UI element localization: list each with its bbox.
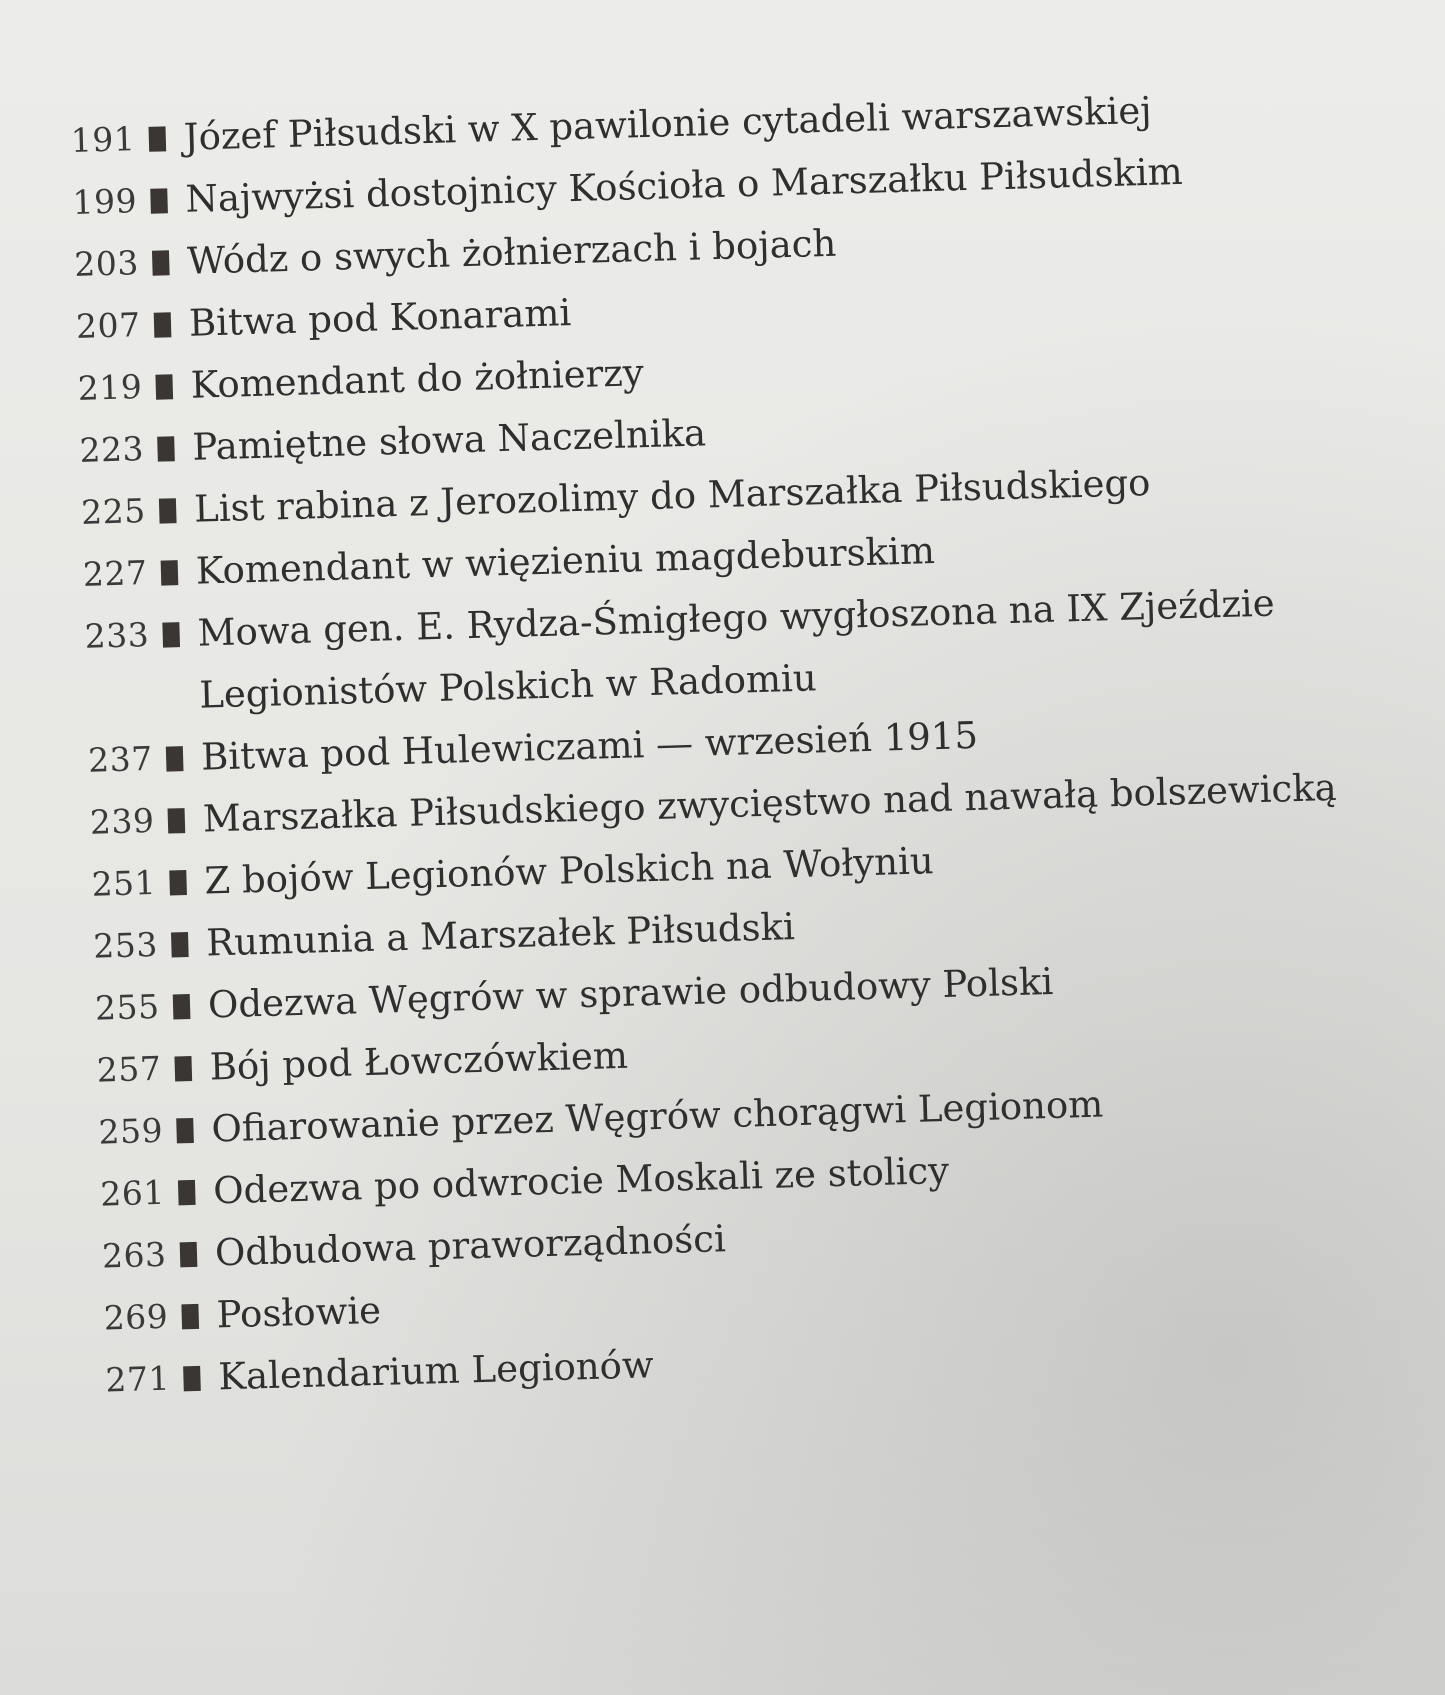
square-marker-icon <box>183 1366 201 1391</box>
page-number: 239 <box>89 800 155 842</box>
entry-title-line: Bitwa pod Hulewiczami — wrzesień 1915 <box>200 713 979 779</box>
square-marker-icon <box>152 250 170 275</box>
square-marker-icon <box>173 994 191 1019</box>
entry-title-line: Mowa gen. E. Rydza-Śmigłego wygłoszona na IX Zjeździe <box>197 581 1276 655</box>
entry-title-line: Rumunia a Marszałek Piłsudski <box>205 905 796 965</box>
page-number: 255 <box>94 986 161 1028</box>
entry-title-line: Odezwa po odwrocie Moskali ze stolicy <box>212 1148 950 1213</box>
square-marker-icon <box>168 808 186 833</box>
square-marker-icon <box>166 746 184 771</box>
page-number: 199 <box>72 181 138 222</box>
entry-title-line: Marszałka Piłsudskiego zwycięstwo nad nawałą bolszewicką <box>202 765 1338 841</box>
square-marker-icon <box>171 932 189 957</box>
entry-title-line: Wódz o swych żołnierzach i bojach <box>186 221 837 283</box>
page-number: 251 <box>91 862 157 904</box>
square-marker-icon <box>150 188 168 213</box>
entry-title-line: Pamiętne słowa Naczelnika <box>191 411 707 469</box>
page-number: 225 <box>80 491 147 532</box>
entry-title-line: Odbudowa praworządności <box>214 1217 727 1275</box>
square-marker-icon <box>149 126 167 151</box>
entry-title-line: Kalendarium Legionów <box>217 1343 655 1399</box>
square-marker-icon <box>154 312 172 337</box>
page-number: 227 <box>82 553 148 594</box>
entry-title-line: Komendant do żołnierzy <box>190 351 645 407</box>
entry-title-line: Posłowie <box>216 1288 382 1337</box>
square-marker-icon <box>162 622 180 647</box>
page-number: 269 <box>103 1296 169 1338</box>
page-number: 259 <box>98 1110 164 1152</box>
entry-title-line: Najwyżsi dostojnicy Kościoła o Marszałku Piłsudskim <box>184 149 1184 221</box>
page-number: 257 <box>96 1048 162 1090</box>
entry-title-line: Bitwa pod Konarami <box>188 291 572 345</box>
page-number: 263 <box>101 1234 168 1276</box>
page-number: 219 <box>77 367 143 408</box>
entry-title-line: List rabina z Jerozolimy do Marszałka Piłsudskiego <box>193 460 1151 531</box>
entry-title-line: Z bojów Legionów Polskich na Wołyniu <box>203 839 935 903</box>
entry-title <box>188 282 572 355</box>
entry-title-line: Józef Piłsudski w X pawilonie cytadeli warszawskiej <box>183 88 1153 159</box>
page-number: 207 <box>75 305 142 346</box>
entry-title-line: Legionistów Polskich w Radomiu <box>198 656 818 717</box>
square-marker-icon <box>155 374 173 399</box>
square-marker-icon <box>176 1118 194 1143</box>
entry-title <box>216 1280 382 1347</box>
entry-title-line: Ofiarowanie przez Węgrów chorągwi Legionom <box>210 1082 1104 1151</box>
page-number: 261 <box>99 1172 166 1214</box>
entry-title <box>218 1334 655 1408</box>
page-number: 233 <box>84 615 150 656</box>
page-number: 223 <box>78 429 145 470</box>
square-marker-icon <box>180 1242 198 1267</box>
page-number: 271 <box>104 1358 171 1400</box>
table-of-contents <box>70 74 1406 1412</box>
square-marker-icon <box>178 1180 196 1205</box>
square-marker-icon <box>169 870 187 895</box>
entry-title <box>209 1025 629 1099</box>
square-marker-icon <box>159 498 177 523</box>
square-marker-icon <box>174 1056 192 1081</box>
entry-title-line: Komendant w więzieniu magdeburskim <box>195 529 936 593</box>
page-number: 237 <box>87 738 154 780</box>
square-marker-icon <box>157 436 175 461</box>
entry-title-line: Odezwa Węgrów w sprawie odbudowy Polski <box>207 959 1054 1027</box>
page-number: 203 <box>73 243 140 284</box>
page-number: 253 <box>92 924 159 966</box>
page-number: 191 <box>70 119 136 160</box>
entry-title-line: Bój pod Łowczówkiem <box>209 1033 629 1089</box>
square-marker-icon <box>181 1304 199 1329</box>
square-marker-icon <box>161 560 179 585</box>
